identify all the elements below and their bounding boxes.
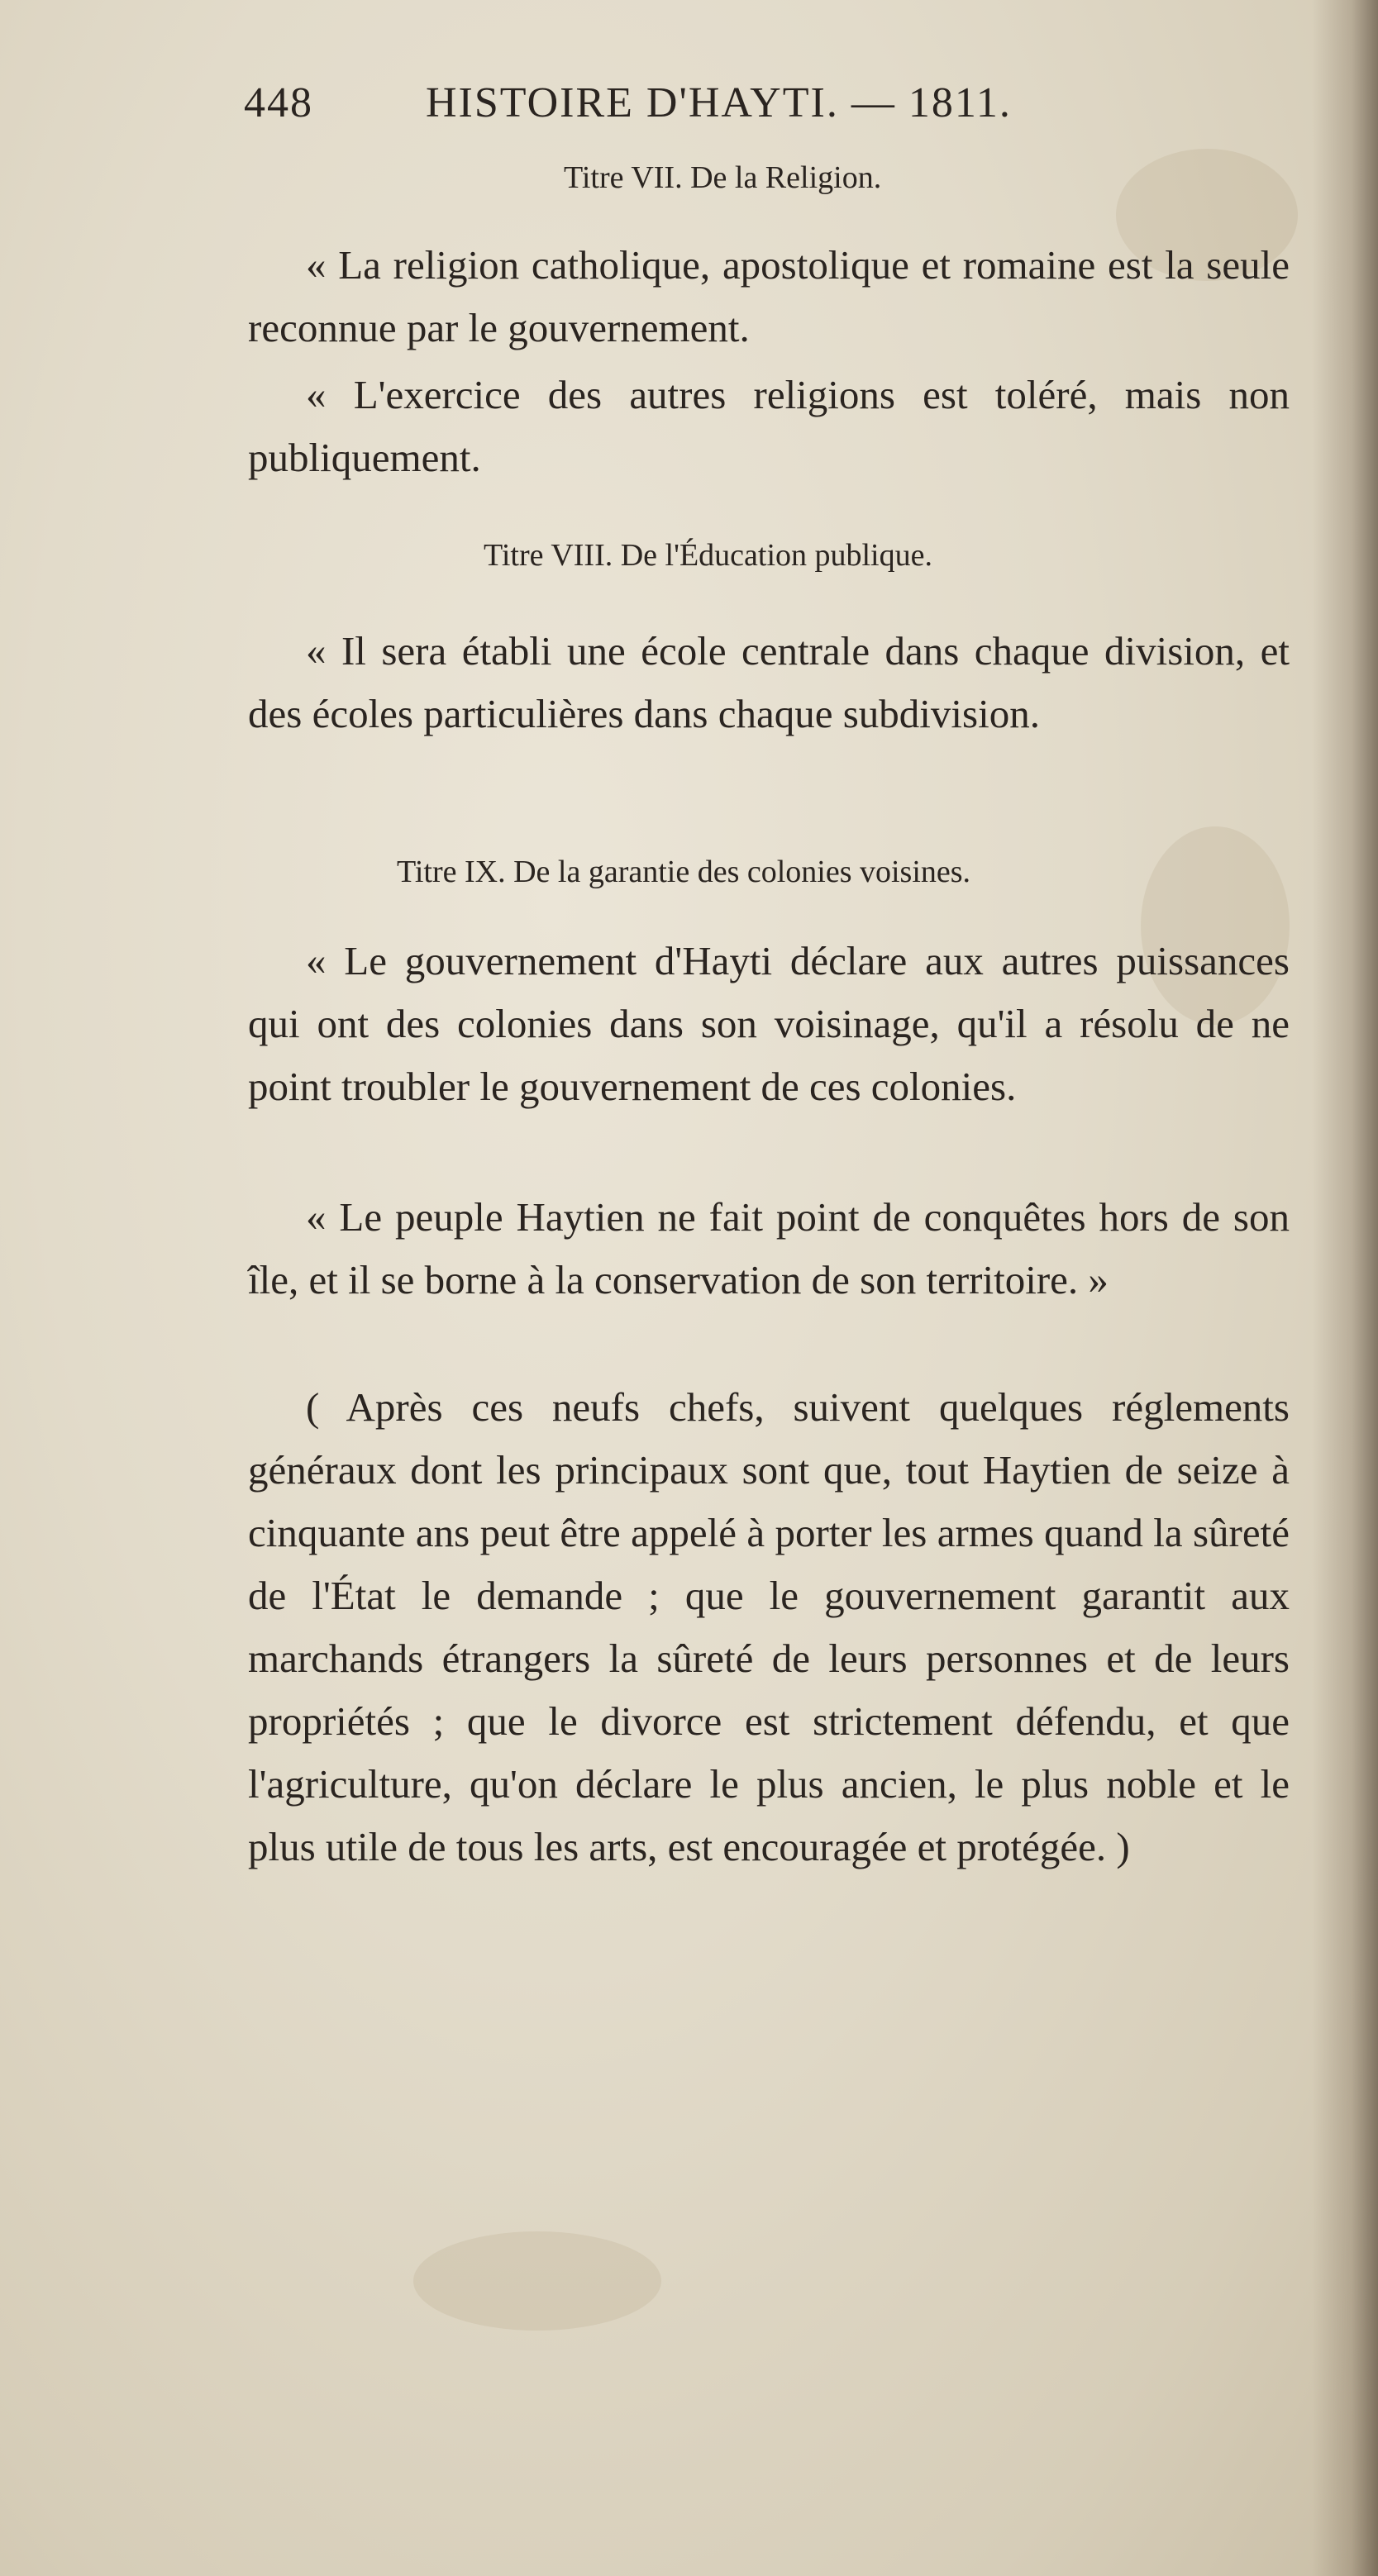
paragraph (248, 234, 1290, 359)
section-heading: Titre VIII. De l'Éducation publique. (484, 538, 932, 573)
page-edge-shadow (1312, 0, 1378, 2576)
paragraph-text: « L'exercice des autres religions est toléré, mais non publiquement. (248, 372, 1290, 480)
paper-stain (413, 2231, 661, 2331)
paragraph (248, 930, 1290, 1118)
paragraph-text: « La religion catholique, apostolique et romaine est la seule reconnue par le gouvernement. (248, 242, 1290, 350)
running-title: HISTOIRE D'HAYTI. — 1811. (426, 79, 1012, 126)
section-heading: Titre VII. De la Religion. (564, 160, 882, 195)
paragraph-text: « Il sera établi une école centrale dans chaque division, et des écoles particulières dans chaque subdivision. (248, 628, 1290, 736)
paragraph (248, 1186, 1290, 1312)
paragraph-text: ( Après ces neufs chefs, suivent quelques réglements généraux dont les principaux sont que, tout Haytien de seize à cinquante ans peut être appelé à porter les armes quand la sûreté de l'État le demande ; que le gouvernement garantit aux marchands étrangers la sûreté de leurs personnes et de leurs propriétés ; que le divorce est strictement défendu, et que l'agriculture, qu'on déclare le plus ancien, le plus noble et le plus utile de tous les arts, est encouragée et protégée. ) (248, 1384, 1290, 1869)
section-heading: Titre IX. De la garantie des colonies voisines. (397, 855, 971, 889)
paragraph (248, 1376, 1290, 1878)
paragraph (248, 364, 1290, 489)
paragraph-text: « Le peuple Haytien ne fait point de conquêtes hors de son île, et il se borne à la conservation de son territoire. » (248, 1194, 1290, 1302)
running-head (244, 79, 1137, 136)
paragraph-text: « Le gouvernement d'Hayti déclare aux autres puissances qui ont des colonies dans son voisinage, qu'il a résolu de ne point troubler le gouvernement de ces colonies. (248, 938, 1290, 1109)
page-number: 448 (244, 79, 313, 126)
paragraph (248, 620, 1290, 745)
